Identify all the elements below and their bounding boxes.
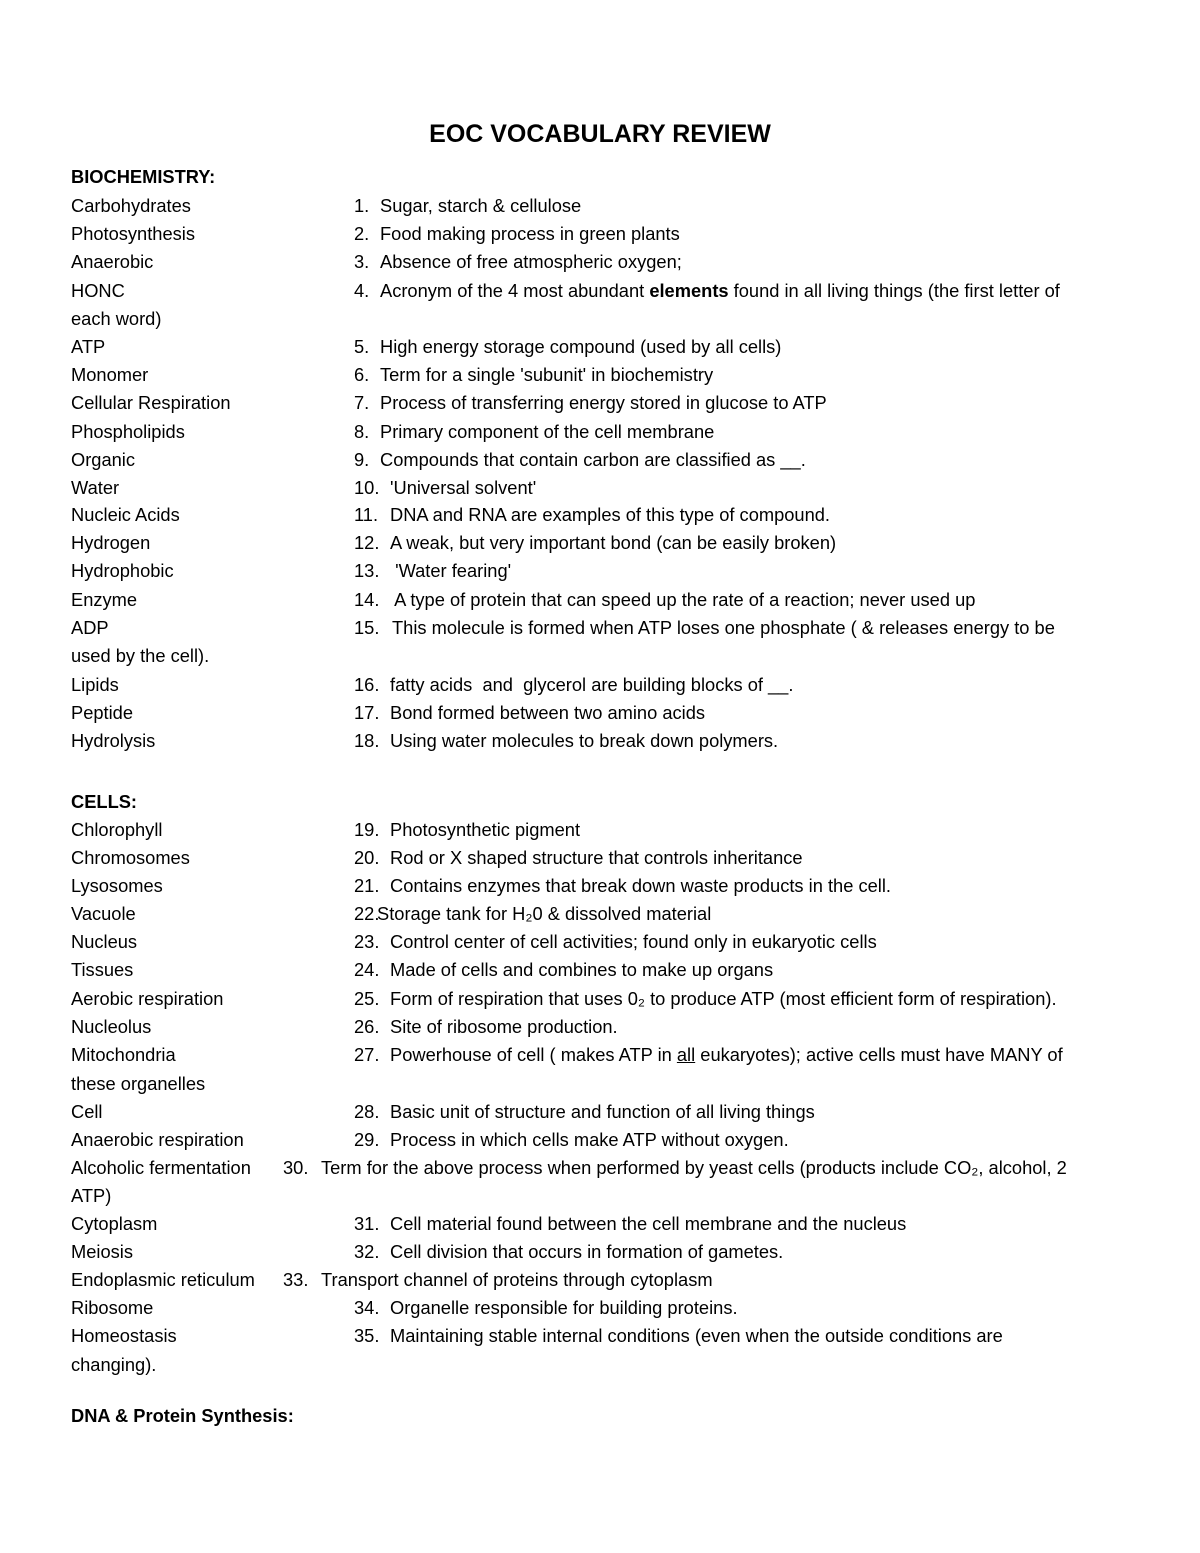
- vocab-row: [71, 248, 1131, 276]
- item-number: 21.: [354, 875, 380, 896]
- vocab-term: Photosynthesis: [71, 223, 195, 244]
- item-number: 10.: [354, 477, 380, 498]
- vocab-term: Nucleic Acids: [71, 504, 180, 525]
- vocab-definition: Rod or X shaped structure that controls inheritance: [390, 847, 803, 868]
- vocab-definition: Photosynthetic pigment: [390, 819, 581, 840]
- vocab-definition: Process of transferring energy stored in glucose to ATP: [380, 392, 827, 413]
- vocab-term: Tissues: [71, 959, 134, 980]
- definition-continuation: these organelles: [71, 1073, 206, 1094]
- vocab-row: [71, 1126, 1131, 1154]
- vocab-definition: Acronym of the 4 most abundant elements found in all living things (the first letter of: [380, 280, 1060, 301]
- vocab-row: [71, 816, 1131, 844]
- vocab-definition: High energy storage compound (used by all cells): [380, 336, 782, 357]
- vocab-row: [71, 928, 1131, 956]
- vocab-row: [71, 900, 1131, 928]
- vocab-definition: Form of respiration that uses 0₂ to produce ATP (most efficient form of respiration).: [390, 988, 1057, 1009]
- vocab-definition: A weak, but very important bond (can be easily broken): [390, 532, 837, 553]
- item-number: 5.: [354, 336, 370, 357]
- vocab-row: [71, 529, 1131, 557]
- vocab-term: Nucleolus: [71, 1016, 152, 1037]
- vocab-row: [71, 985, 1131, 1013]
- vocab-definition: Cell division that occurs in formation of gametes.: [390, 1241, 784, 1262]
- vocab-row: [71, 699, 1131, 727]
- vocab-definition: Primary component of the cell membrane: [380, 421, 715, 442]
- vocab-definition: Storage tank for H₂0 & dissolved material: [377, 903, 712, 924]
- item-number: 3.: [354, 251, 370, 272]
- vocab-definition: A type of protein that can speed up the rate of a reaction; never used up: [390, 589, 976, 610]
- vocab-definition: Sugar, starch & cellulose: [380, 195, 582, 216]
- vocab-row: [71, 277, 1131, 305]
- item-number: 17.: [354, 702, 380, 723]
- vocab-row: [71, 844, 1131, 872]
- vocab-term: Hydrogen: [71, 532, 151, 553]
- vocab-definition: Site of ribosome production.: [390, 1016, 618, 1037]
- section-heading-dna-protein-synthesis: DNA & Protein Synthesis:: [71, 1405, 294, 1426]
- vocab-definition: Maintaining stable internal conditions (even when the outside conditions are: [390, 1325, 1003, 1346]
- item-number: 24.: [354, 959, 380, 980]
- vocab-row: [71, 192, 1131, 220]
- vocab-term: Organic: [71, 449, 136, 470]
- vocab-row: [71, 1294, 1131, 1322]
- vocab-term: Monomer: [71, 364, 149, 385]
- vocab-row: [71, 1041, 1131, 1069]
- vocab-row: [71, 446, 1131, 474]
- item-number: 4.: [354, 280, 370, 301]
- vocab-term: Peptide: [71, 702, 134, 723]
- definition-continuation: changing).: [71, 1354, 157, 1375]
- vocab-definition: Cell material found between the cell membrane and the nucleus: [390, 1213, 907, 1234]
- vocab-row: [71, 1210, 1131, 1238]
- vocab-row: [71, 956, 1131, 984]
- vocab-term: Hydrophobic: [71, 560, 174, 581]
- item-number: 8.: [354, 421, 370, 442]
- vocab-definition: Absence of free atmospheric oxygen;: [380, 251, 682, 272]
- item-number: 22.: [354, 903, 380, 924]
- item-number: 34.: [354, 1297, 380, 1318]
- vocab-row: [71, 501, 1131, 529]
- vocab-definition: Term for a single 'subunit' in biochemistry: [380, 364, 714, 385]
- item-number: 19.: [354, 819, 380, 840]
- item-number: 26.: [354, 1016, 380, 1037]
- vocab-term: Meiosis: [71, 1241, 133, 1262]
- vocab-term: Water: [71, 477, 120, 498]
- item-number: 16.: [354, 674, 380, 695]
- vocab-term: Lipids: [71, 674, 119, 695]
- item-number: 1.: [354, 195, 370, 216]
- vocab-definition: DNA and RNA are examples of this type of compound.: [390, 504, 830, 525]
- page-title: EOC VOCABULARY REVIEW: [429, 120, 771, 148]
- vocab-term: Chromosomes: [71, 847, 190, 868]
- emphasis-text: elements: [649, 280, 729, 301]
- vocab-definition: Basic unit of structure and function of all living things: [390, 1101, 815, 1122]
- item-number: 2.: [354, 223, 370, 244]
- item-number: 28.: [354, 1101, 380, 1122]
- vocab-term: Cytoplasm: [71, 1213, 158, 1234]
- definition-continuation: each word): [71, 308, 162, 329]
- vocab-term: Cellular Respiration: [71, 392, 231, 413]
- vocab-term: Carbohydrates: [71, 195, 191, 216]
- item-number: 9.: [354, 449, 370, 470]
- item-number: 14.: [354, 589, 380, 610]
- item-number: 7.: [354, 392, 370, 413]
- vocab-definition: Process in which cells make ATP without oxygen.: [390, 1129, 789, 1150]
- underlined-text: all: [676, 1044, 696, 1065]
- vocab-term: Anaerobic respiration: [71, 1129, 244, 1150]
- vocab-row: [71, 872, 1131, 900]
- section-heading-biochemistry: BIOCHEMISTRY:: [71, 166, 216, 187]
- vocab-row: [71, 389, 1131, 417]
- vocab-definition: fatty acids and glycerol are building blocks of __.: [390, 674, 794, 695]
- item-number: 13.: [354, 560, 380, 581]
- vocab-definition: Made of cells and combines to make up organs: [390, 959, 774, 980]
- vocab-row: [71, 333, 1131, 361]
- vocab-definition: Control center of cell activities; found only in eukaryotic cells: [390, 931, 877, 952]
- definition-continuation: used by the cell).: [71, 645, 210, 666]
- vocab-term: HONC: [71, 280, 125, 301]
- item-number: 32.: [354, 1241, 380, 1262]
- vocab-definition: Contains enzymes that break down waste products in the cell.: [390, 875, 891, 896]
- vocab-definition: Powerhouse of cell ( makes ATP in all eukaryotes); active cells must have MANY of: [390, 1044, 1063, 1065]
- vocab-row: [71, 727, 1131, 755]
- vocab-definition: Compounds that contain carbon are classified as __.: [380, 449, 806, 470]
- vocab-row: [71, 671, 1131, 699]
- vocab-row: [71, 361, 1131, 389]
- item-number: 6.: [354, 364, 370, 385]
- vocab-term: Hydrolysis: [71, 730, 156, 751]
- vocab-term: Cell: [71, 1101, 103, 1122]
- item-number: 33.: [283, 1269, 309, 1290]
- item-number: 27.: [354, 1044, 380, 1065]
- vocab-term: Chlorophyll: [71, 819, 163, 840]
- vocab-term: Phospholipids: [71, 421, 185, 442]
- vocab-row: [71, 586, 1131, 614]
- vocab-term: Nucleus: [71, 931, 138, 952]
- item-number: 18.: [354, 730, 380, 751]
- item-number: 12.: [354, 532, 380, 553]
- item-number: 23.: [354, 931, 380, 952]
- vocab-row: [71, 474, 1131, 502]
- vocab-definition: Organelle responsible for building proteins.: [390, 1297, 738, 1318]
- vocab-definition: Term for the above process when performed by yeast cells (products include CO₂, alcohol, 2: [321, 1157, 1067, 1178]
- vocab-term: Mitochondria: [71, 1044, 176, 1065]
- vocab-term: ATP: [71, 336, 106, 357]
- vocab-term: Lysosomes: [71, 875, 163, 896]
- vocab-definition: 'Universal solvent': [390, 477, 537, 498]
- vocab-row: [71, 1013, 1131, 1041]
- item-number: 11.: [354, 504, 379, 525]
- vocab-term: Anaerobic: [71, 251, 154, 272]
- vocab-term: Vacuole: [71, 903, 136, 924]
- vocab-row: [71, 1098, 1131, 1126]
- vocab-term: Alcoholic fermentation: [71, 1157, 251, 1178]
- item-number: 35.: [354, 1325, 380, 1346]
- vocab-row: [71, 614, 1131, 642]
- vocab-row: [71, 557, 1131, 585]
- item-number: 20.: [354, 847, 380, 868]
- vocab-row: [71, 1238, 1131, 1266]
- vocab-definition: 'Water fearing': [390, 560, 512, 581]
- vocab-definition: Bond formed between two amino acids: [390, 702, 706, 723]
- vocab-row: [71, 1154, 1131, 1182]
- definition-continuation: ATP): [71, 1185, 112, 1206]
- item-number: 31.: [354, 1213, 380, 1234]
- vocab-definition: This molecule is formed when ATP loses one phosphate ( & releases energy to be: [392, 617, 1055, 638]
- item-number: 30.: [283, 1157, 309, 1178]
- vocab-term: Homeostasis: [71, 1325, 177, 1346]
- vocab-term: ADP: [71, 617, 109, 638]
- vocab-definition: Using water molecules to break down polymers.: [390, 730, 779, 751]
- vocab-definition: Transport channel of proteins through cytoplasm: [321, 1269, 713, 1290]
- item-number: 25.: [354, 988, 380, 1009]
- vocab-row: [71, 1266, 1131, 1294]
- vocab-row: [71, 418, 1131, 446]
- vocab-term: Endoplasmic reticulum: [71, 1269, 255, 1290]
- vocab-row: [71, 220, 1131, 248]
- item-number: 15.: [354, 617, 380, 638]
- vocab-term: Ribosome: [71, 1297, 154, 1318]
- vocab-term: Enzyme: [71, 589, 138, 610]
- vocab-row: [71, 1322, 1131, 1350]
- vocab-definition: Food making process in green plants: [380, 223, 680, 244]
- vocab-term: Aerobic respiration: [71, 988, 224, 1009]
- section-heading-cells: CELLS:: [71, 791, 138, 812]
- item-number: 29.: [354, 1129, 380, 1150]
